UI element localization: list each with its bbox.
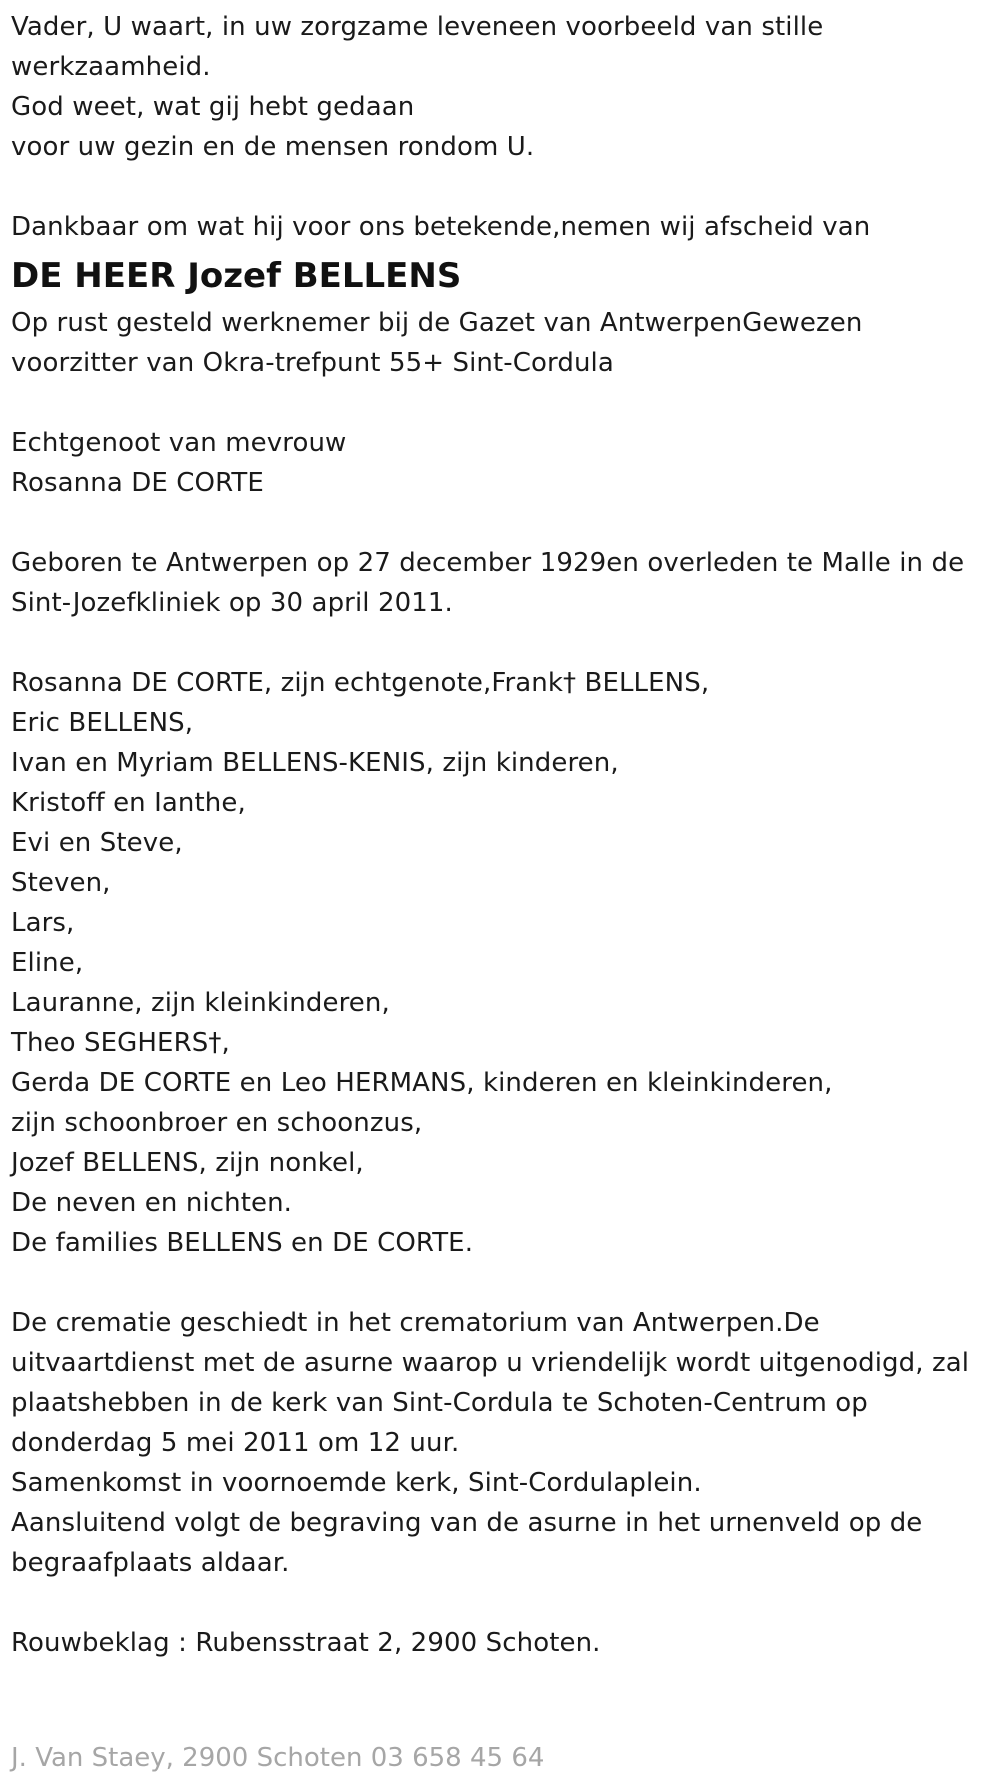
family-line: Gerda DE CORTE en Leo HERMANS, kinderen en kleinkinderen, (11, 1068, 833, 1098)
family-list (11, 663, 996, 1263)
intro-verse (11, 7, 996, 167)
occupation (11, 303, 996, 383)
spacer (11, 383, 996, 423)
spacer (11, 1263, 996, 1303)
birth-death-line: Sint-Jozefkliniek op 30 april 2011. (11, 588, 453, 618)
family-line: Jozef BELLENS, zijn nonkel, (11, 1148, 364, 1178)
ceremony-line: plaatshebben in de kerk van Sint-Cordula te Schoten-Centrum op (11, 1388, 868, 1418)
family-line: Lauranne, zijn kleinkinderen, (11, 988, 390, 1018)
family-line: Rosanna DE CORTE, zijn echtgenote,Frank† BELLENS, (11, 668, 710, 698)
ceremony-line: Samenkomst in voornoemde kerk, Sint-Cordulaplein. (11, 1468, 702, 1498)
spacer (11, 1583, 996, 1623)
family-line: Ivan en Myriam BELLENS-KENIS, zijn kinderen, (11, 748, 619, 778)
family-line: Eline, (11, 948, 84, 978)
birth-death-info (11, 543, 996, 623)
intro-line: Vader, U waart, in uw zorgzame leveneen voorbeeld van stille (11, 12, 824, 42)
intro-line: werkzaamheid. (11, 52, 211, 82)
family-line: Kristoff en Ianthe, (11, 788, 246, 818)
family-line: Theo SEGHERS†, (11, 1028, 230, 1058)
family-line: Lars, (11, 908, 75, 938)
family-line: Steven, (11, 868, 111, 898)
family-line: De families BELLENS en DE CORTE. (11, 1228, 474, 1258)
intro-line: God weet, wat gij hebt gedaan (11, 92, 415, 122)
intro-line: voor uw gezin en de mensen rondom U. (11, 132, 535, 162)
spouse-line: Rosanna DE CORTE (11, 468, 264, 498)
farewell-line: Dankbaar om wat hij voor ons betekende,nemen wij afscheid van (11, 212, 871, 242)
deceased-name: DE HEER Jozef BELLENS (11, 256, 462, 296)
family-line: Eric BELLENS, (11, 708, 194, 738)
family-line: Evi en Steve, (11, 828, 183, 858)
spouse-info (11, 423, 996, 503)
ceremony-info (11, 1303, 996, 1583)
family-line: De neven en nichten. (11, 1188, 293, 1218)
ceremony-line: uitvaartdienst met de asurne waarop u vriendelijk wordt uitgenodigd, zal (11, 1348, 970, 1378)
ceremony-line: begraafplaats aldaar. (11, 1548, 290, 1578)
ceremony-line: Aansluitend volgt de begraving van de asurne in het urnenveld op de (11, 1508, 923, 1538)
obituary-notice (11, 7, 996, 1663)
spacer (11, 623, 996, 663)
family-line: zijn schoonbroer en schoonzus, (11, 1108, 423, 1138)
ceremony-line: donderdag 5 mei 2011 om 12 uur. (11, 1428, 460, 1458)
funeral-director-footer: J. Van Staey, 2900 Schoten 03 658 45 64 (11, 1743, 545, 1773)
birth-death-line: Geboren te Antwerpen op 27 december 1929en overleden te Malle in de (11, 548, 965, 578)
spacer (11, 167, 996, 207)
spouse-line: Echtgenoot van mevrouw (11, 428, 347, 458)
occupation-line: Op rust gesteld werknemer bij de Gazet van AntwerpenGewezen (11, 308, 863, 338)
occupation-line: voorzitter van Okra-trefpunt 55+ Sint-Cordula (11, 348, 614, 378)
ceremony-line: De crematie geschiedt in het crematorium van Antwerpen.De (11, 1308, 820, 1338)
spacer (11, 503, 996, 543)
condolence-address: Rouwbeklag : Rubensstraat 2, 2900 Schoten. (11, 1628, 601, 1658)
